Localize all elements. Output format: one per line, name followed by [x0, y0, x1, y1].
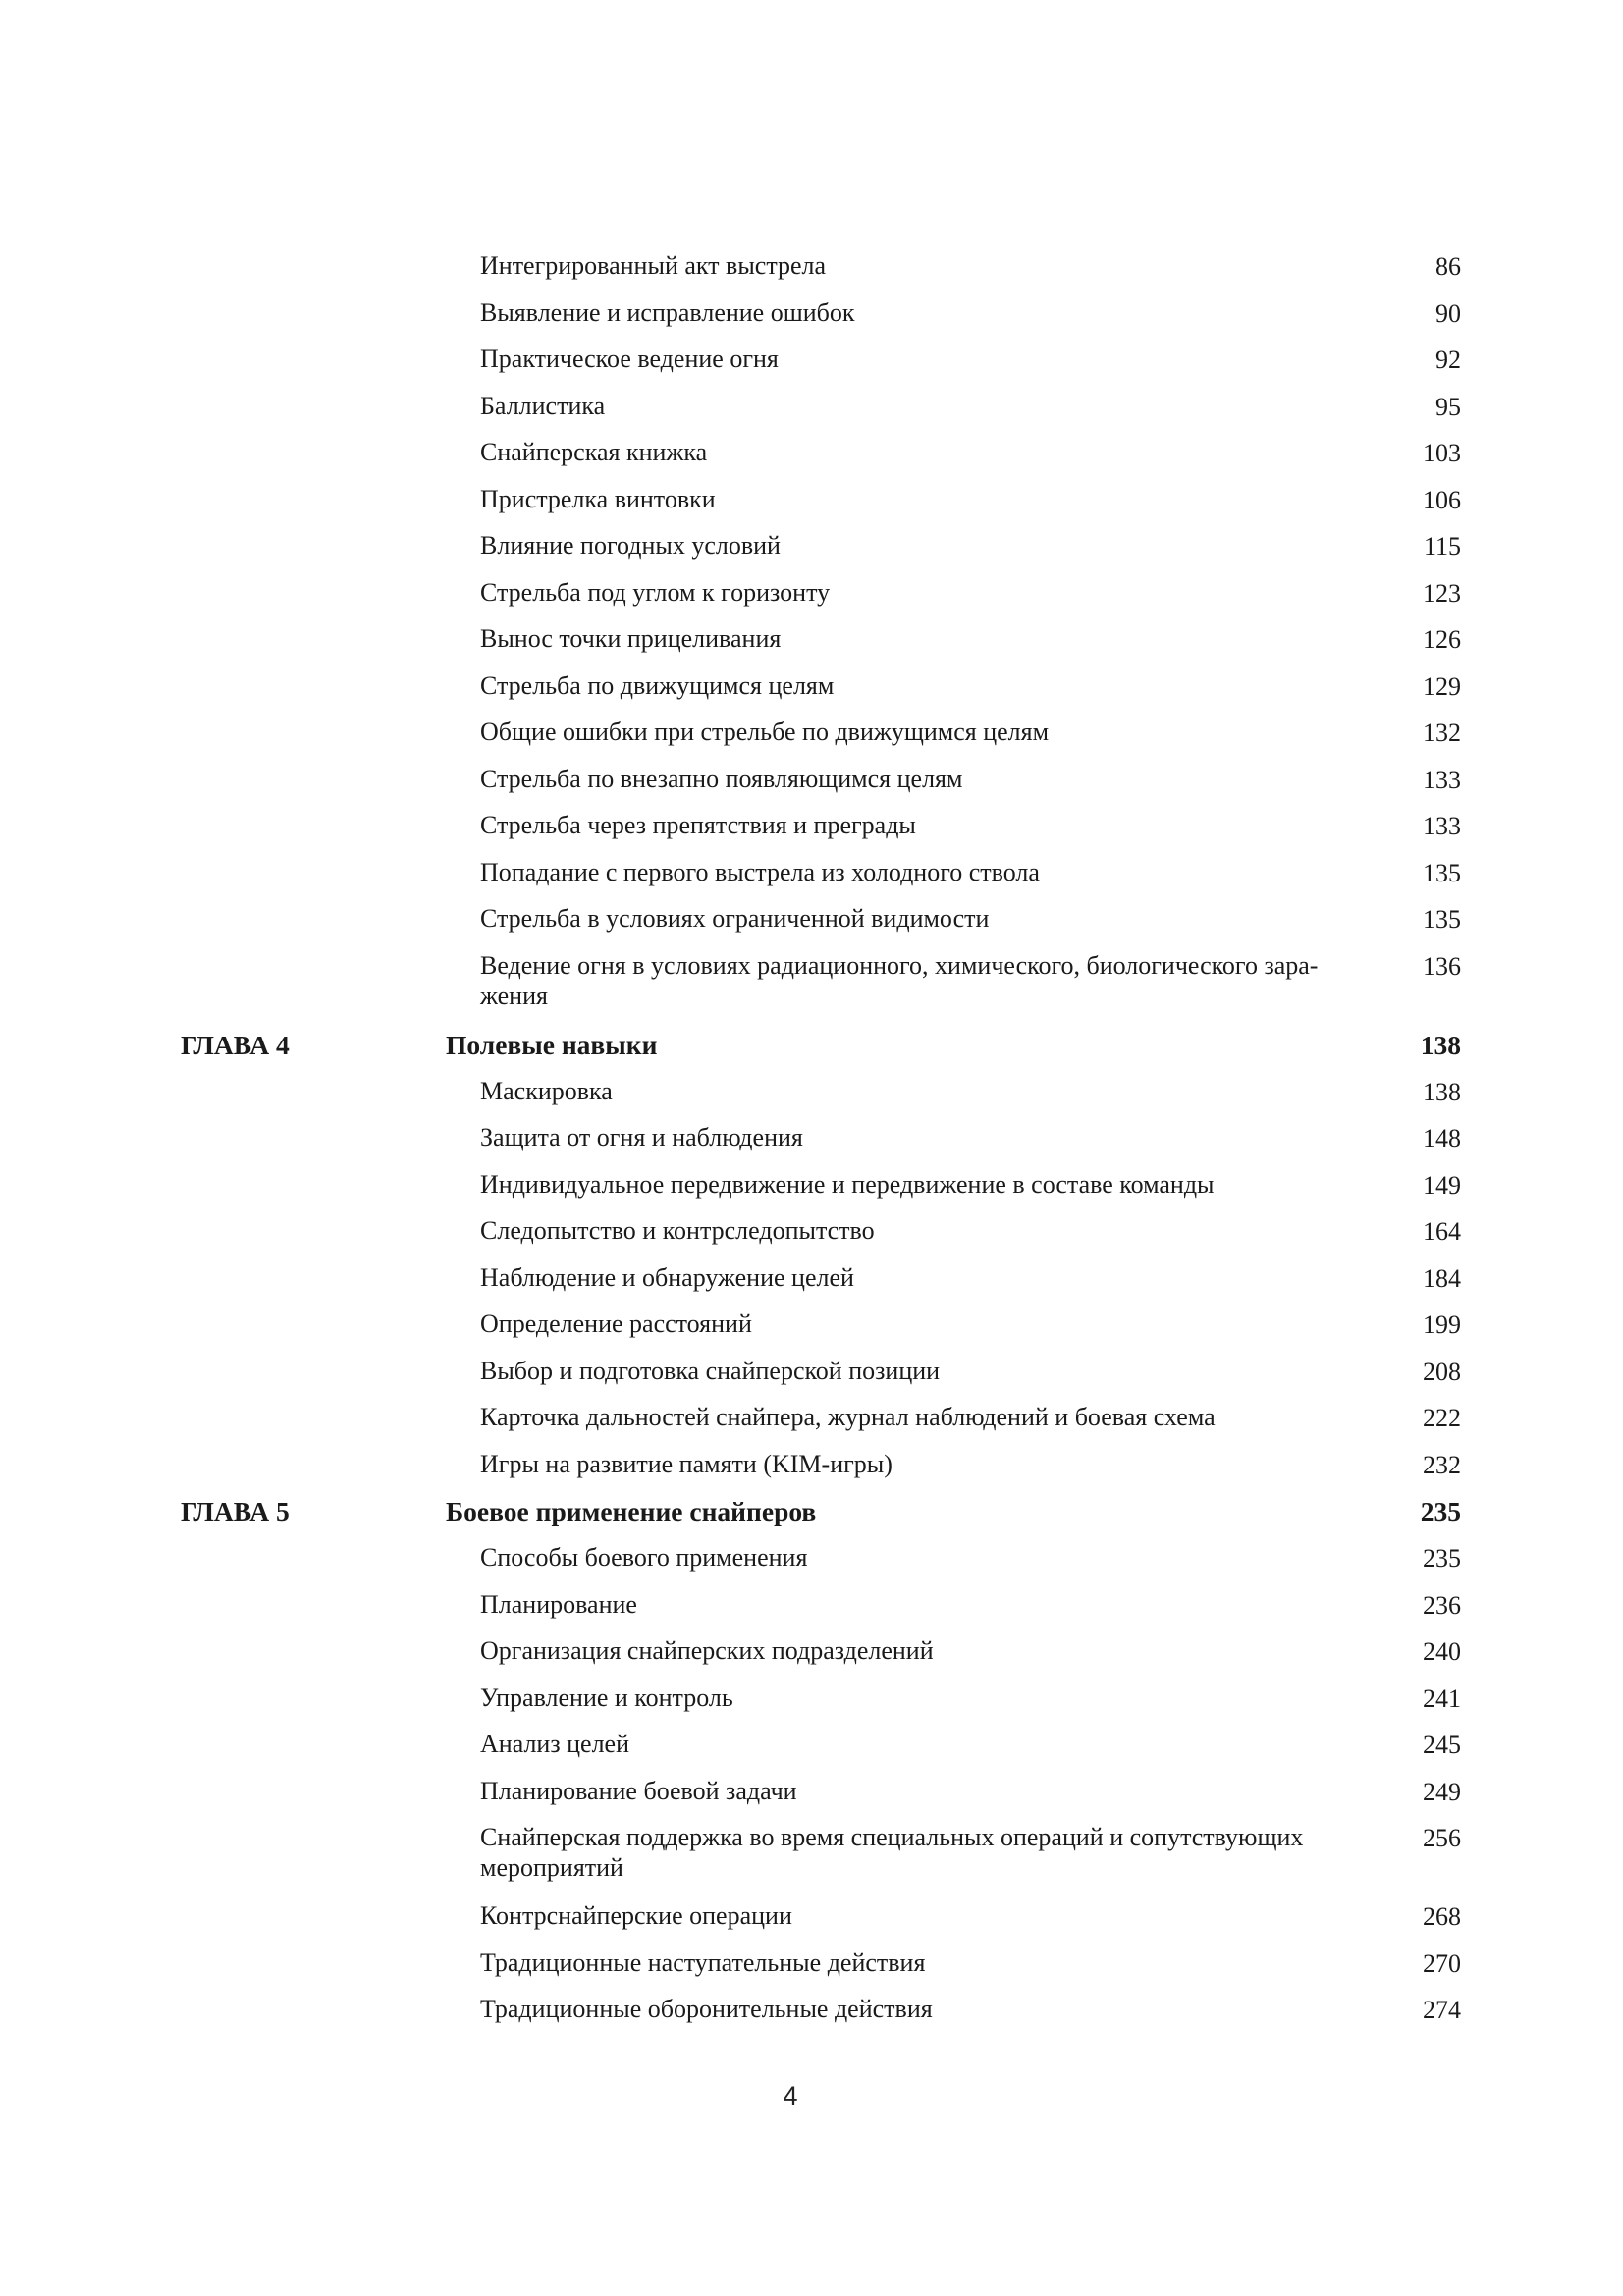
entry-page-number: 149: [1423, 1170, 1461, 1200]
toc-entry-row: [0, 1356, 1623, 1403]
toc-entry-row: [0, 1449, 1623, 1496]
entry-title: Контрснайперские операции: [480, 1901, 792, 1930]
entry-title: Общие ошибки при стрельбе по движущимся целям: [480, 718, 1050, 746]
entry-title: Стрельба по движущимся целям: [480, 670, 835, 700]
entry-page-number: 115: [1423, 532, 1461, 561]
entry-title: Снайперская книжка: [480, 438, 708, 466]
entry-title: Индивидуальное передвижение и передвижение в составе команды: [480, 1169, 1215, 1199]
entry-page-number: 106: [1423, 485, 1461, 514]
toc-entry-row: [0, 810, 1623, 857]
entry-title: Традиционные наступательные действия: [480, 1948, 926, 1977]
entry-title: Снайперская поддержка во время специальных операций и сопутствующих мероприятий: [480, 1823, 1304, 1882]
entry-page-number: 103: [1423, 439, 1461, 467]
entry-page-number: 129: [1423, 671, 1461, 701]
entry-page-number: 240: [1423, 1637, 1461, 1666]
entry-title: Практическое ведение огня: [480, 345, 779, 373]
chapter-page-number: 235: [1420, 1496, 1461, 1526]
entry-page-number: 184: [1423, 1263, 1461, 1293]
entry-title: Наблюдение и обнаружение целей: [480, 1262, 854, 1292]
entry-title: Организация снайперских подразделений: [480, 1636, 934, 1665]
toc-entry-row: [0, 764, 1623, 811]
toc-entry-row: [0, 1682, 1623, 1730]
toc-entry-row: [0, 1262, 1623, 1309]
toc-entry-row: [0, 1776, 1623, 1823]
toc-entry-row: [0, 1948, 1623, 1995]
entry-page-number: 208: [1423, 1357, 1461, 1386]
entry-title: Управление и контроль: [480, 1682, 733, 1712]
entry-title: Ведение огня в условиях радиационного, химического, биологического зара- жения: [480, 950, 1319, 1010]
toc-entry-row: [0, 297, 1623, 345]
toc-entry-row: [0, 670, 1623, 718]
toc-entry-row: [0, 577, 1623, 624]
chapter-page-number: 138: [1420, 1029, 1461, 1060]
toc-entry-row: [0, 1635, 1623, 1682]
entry-title: Стрельба в условиях ограниченной видимости: [480, 904, 990, 933]
toc-chapter-row: [0, 1495, 1623, 1542]
entry-page-number: 132: [1423, 719, 1461, 747]
entry-title: Традиционные оборонительные действия: [480, 1995, 933, 2023]
page-number: 4: [783, 2081, 798, 2110]
entry-title: Защита от огня и наблюдения: [480, 1123, 803, 1151]
chapter-title: Боевое применение снайперов: [446, 1496, 817, 1526]
entry-page-number: 95: [1435, 392, 1461, 421]
toc-entry-row: [0, 950, 1623, 1029]
toc-entry-row: [0, 437, 1623, 484]
entry-page-number: 241: [1423, 1683, 1461, 1713]
entry-page-number: 245: [1423, 1731, 1461, 1759]
chapter-title: Полевые навыки: [446, 1029, 658, 1060]
entry-title: Планирование боевой задачи: [480, 1776, 797, 1805]
entry-title: Баллистика: [480, 391, 606, 420]
entry-page-number: 256: [1423, 1824, 1461, 1852]
chapter-label: ГЛАВА 4: [181, 1029, 290, 1060]
entry-title: Планирование: [480, 1589, 637, 1619]
entry-page-number: 123: [1423, 578, 1461, 608]
entry-title: Определение расстояний: [480, 1309, 752, 1338]
entry-page-number: 135: [1423, 858, 1461, 887]
entry-title: Попадание с первого выстрела из холодного ствола: [480, 857, 1040, 886]
toc-entry-row: [0, 484, 1623, 531]
entry-page-number: 268: [1423, 1902, 1461, 1931]
toc-entry-row: [0, 1589, 1623, 1636]
entry-title: Следопытство и контрследопытство: [480, 1216, 875, 1245]
toc-entry-row: [0, 1900, 1623, 1948]
toc-entry-row: [0, 391, 1623, 438]
chapter-label: ГЛАВА 5: [181, 1496, 290, 1526]
entry-title: Пристрелка винтовки: [480, 484, 716, 513]
toc-entry-row: [0, 1122, 1623, 1169]
entry-title: Влияние погодных условий: [480, 531, 781, 560]
toc-entry-row: [0, 903, 1623, 950]
entry-title: Анализ целей: [480, 1730, 630, 1758]
entry-page-number: 92: [1435, 346, 1461, 374]
entry-page-number: 270: [1423, 1949, 1461, 1978]
toc-entry-row: [0, 623, 1623, 670]
entry-title: Способы боевого применения: [480, 1543, 808, 1572]
entry-page-number: 235: [1423, 1544, 1461, 1573]
entry-page-number: 133: [1423, 765, 1461, 794]
toc-chapter-row: [0, 1029, 1623, 1076]
entry-title: Стрельба под углом к горизонту: [480, 577, 831, 607]
toc-entry-row: [0, 344, 1623, 391]
entry-page-number: 274: [1423, 1996, 1461, 2024]
entry-page-number: 236: [1423, 1590, 1461, 1620]
toc-entry-row: [0, 1308, 1623, 1356]
toc-entry-row: [0, 857, 1623, 904]
entry-page-number: 136: [1423, 951, 1461, 981]
toc-entry-row: [0, 1729, 1623, 1776]
toc-entry-row: [0, 1215, 1623, 1262]
toc-entry-row: [0, 1402, 1623, 1449]
entry-page-number: 232: [1423, 1450, 1461, 1479]
entry-title: Вынос точки прицеливания: [480, 624, 782, 653]
entry-page-number: 135: [1423, 905, 1461, 934]
entry-title: Стрельба через препятствия и преграды: [480, 811, 916, 839]
entry-title: Карточка дальностей снайпера, журнал наблюдений и боевая схема: [480, 1403, 1216, 1431]
entry-page-number: 222: [1423, 1404, 1461, 1432]
toc-entry-row: [0, 717, 1623, 764]
toc-entry-row: [0, 1076, 1623, 1123]
entry-title: Интегрированный акт выстрела: [480, 251, 827, 280]
toc-entry-row: [0, 1822, 1623, 1900]
entry-title: Игры на развитие памяти (KIM-игры): [480, 1449, 893, 1478]
toc-entry-row: [0, 1169, 1623, 1216]
entry-page-number: 86: [1435, 252, 1461, 281]
entry-page-number: 164: [1423, 1217, 1461, 1246]
entry-title: Выявление и исправление ошибок: [480, 297, 855, 327]
entry-title: Маскировка: [480, 1076, 613, 1105]
toc-entry-row: [0, 250, 1623, 297]
toc-entry-row: [0, 1542, 1623, 1589]
entry-page-number: 138: [1423, 1077, 1461, 1106]
entry-page-number: 148: [1423, 1124, 1461, 1152]
entry-page-number: 90: [1435, 298, 1461, 328]
entry-title: Стрельба по внезапно появляющимся целям: [480, 764, 963, 793]
entry-page-number: 133: [1423, 812, 1461, 840]
entry-page-number: 126: [1423, 625, 1461, 654]
entry-title: Выбор и подготовка снайперской позиции: [480, 1356, 941, 1385]
toc-entry-row: [0, 530, 1623, 577]
table-of-contents: [0, 250, 1623, 2041]
entry-page-number: 249: [1423, 1777, 1461, 1806]
entry-page-number: 199: [1423, 1310, 1461, 1339]
toc-entry-row: [0, 1994, 1623, 2041]
